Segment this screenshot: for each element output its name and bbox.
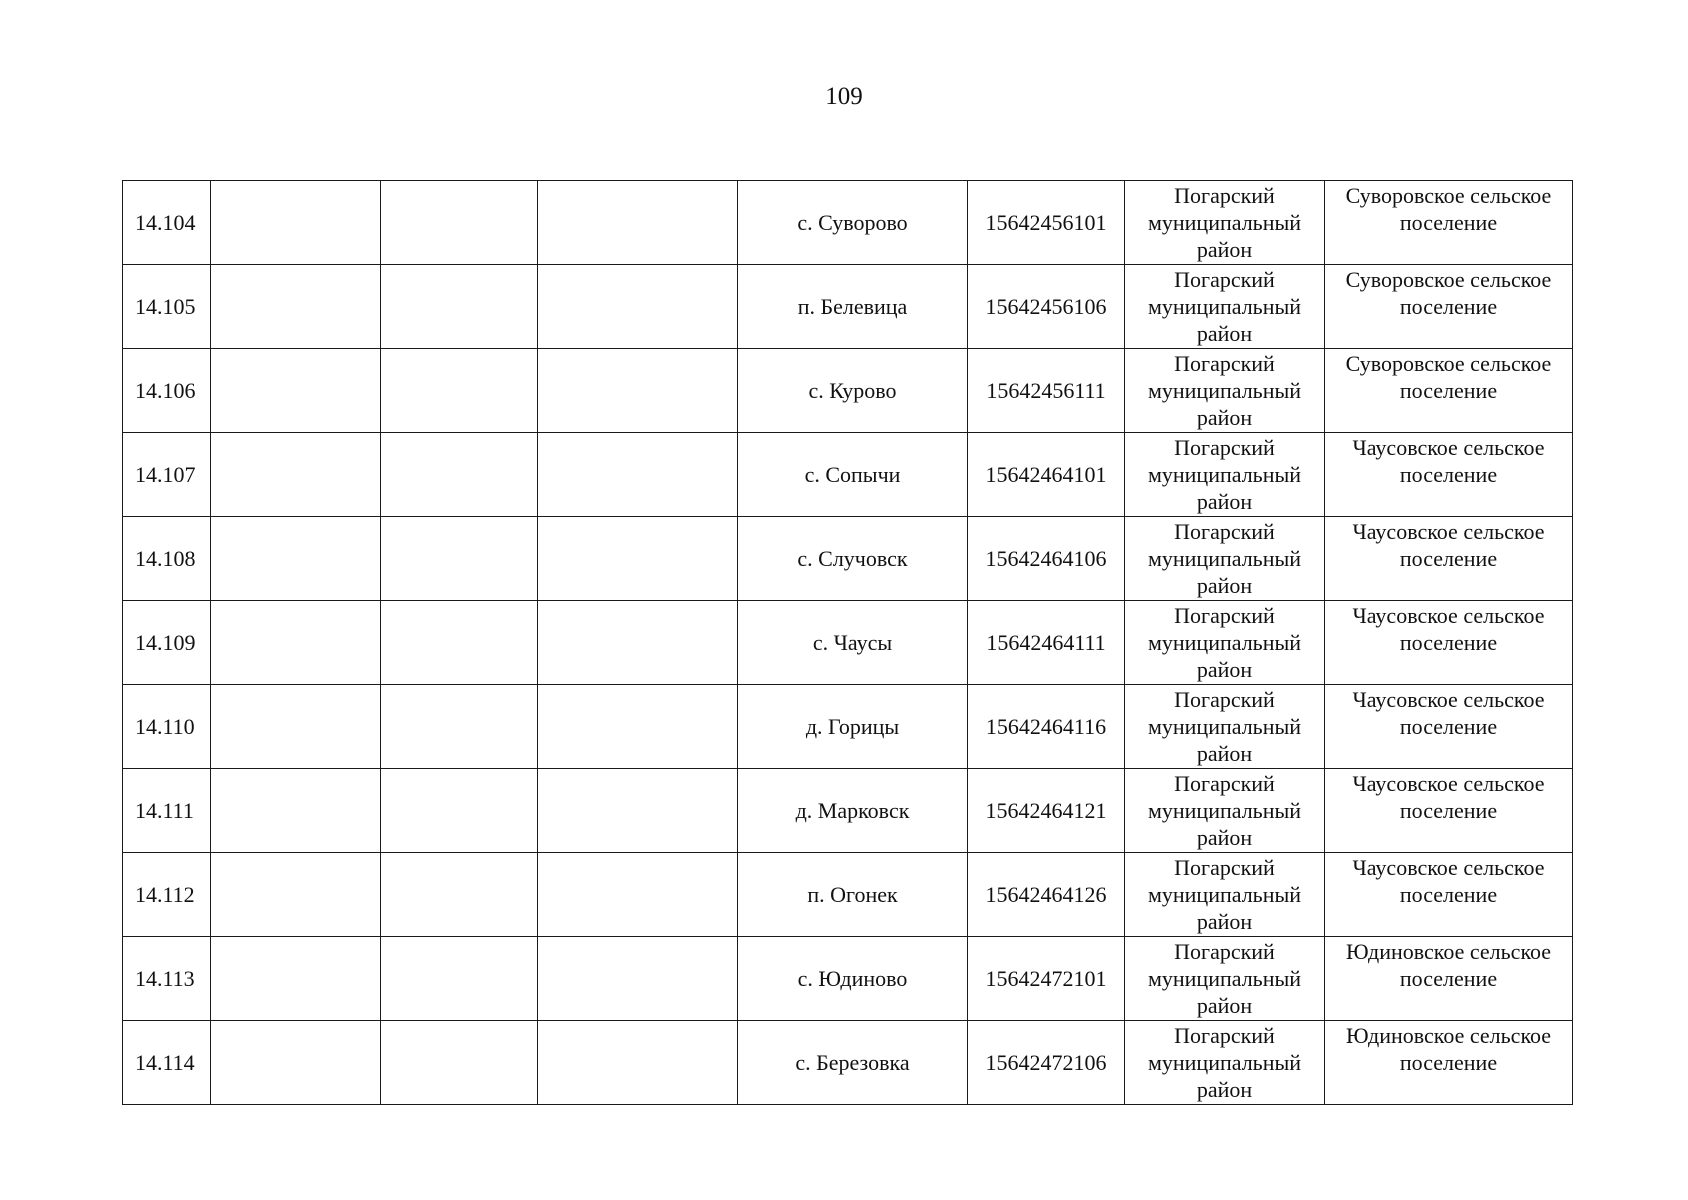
district-cell: Погарский муниципальный район xyxy=(1125,265,1325,349)
table-row xyxy=(123,181,1573,265)
oktmo-code-cell: 15642464116 xyxy=(968,685,1125,769)
district-cell: Погарский муниципальный район xyxy=(1125,433,1325,517)
table-row xyxy=(123,433,1573,517)
locality-cell: с. Юдиново xyxy=(738,937,968,1021)
table-row xyxy=(123,769,1573,853)
settlement-cell: Суворовское сельское поселение xyxy=(1325,265,1573,349)
empty-cell xyxy=(381,937,538,1021)
empty-cell xyxy=(211,1021,381,1105)
empty-cell xyxy=(211,937,381,1021)
empty-cell xyxy=(381,1021,538,1105)
settlement-cell: Чаусовское сельское поселение xyxy=(1325,685,1573,769)
empty-cell xyxy=(538,181,738,265)
row-number-cell: 14.112 xyxy=(123,853,211,937)
oktmo-code-cell: 15642456101 xyxy=(968,181,1125,265)
row-number-cell: 14.104 xyxy=(123,181,211,265)
table-row xyxy=(123,1021,1573,1105)
empty-cell xyxy=(211,349,381,433)
locality-cell: с. Березовка xyxy=(738,1021,968,1105)
table-row xyxy=(123,601,1573,685)
oktmo-code-cell: 15642464111 xyxy=(968,601,1125,685)
locality-cell: с. Сопычи xyxy=(738,433,968,517)
settlement-cell: Чаусовское сельское поселение xyxy=(1325,601,1573,685)
row-number-cell: 14.113 xyxy=(123,937,211,1021)
registry-table-body xyxy=(123,181,1573,1105)
empty-cell xyxy=(381,265,538,349)
district-cell: Погарский муниципальный район xyxy=(1125,937,1325,1021)
settlement-cell: Чаусовское сельское поселение xyxy=(1325,853,1573,937)
empty-cell xyxy=(211,181,381,265)
locality-cell: д. Горицы xyxy=(738,685,968,769)
locality-cell: д. Марковск xyxy=(738,769,968,853)
row-number-cell: 14.111 xyxy=(123,769,211,853)
empty-cell xyxy=(538,433,738,517)
empty-cell xyxy=(538,937,738,1021)
oktmo-code-cell: 15642464126 xyxy=(968,853,1125,937)
empty-cell xyxy=(381,181,538,265)
oktmo-code-cell: 15642464106 xyxy=(968,517,1125,601)
oktmo-code-cell: 15642472106 xyxy=(968,1021,1125,1105)
table-row xyxy=(123,517,1573,601)
empty-cell xyxy=(381,685,538,769)
row-number-cell: 14.108 xyxy=(123,517,211,601)
district-cell: Погарский муниципальный район xyxy=(1125,685,1325,769)
empty-cell xyxy=(211,433,381,517)
row-number-cell: 14.110 xyxy=(123,685,211,769)
oktmo-code-cell: 15642464101 xyxy=(968,433,1125,517)
oktmo-code-cell: 15642472101 xyxy=(968,937,1125,1021)
page-number: 109 xyxy=(825,83,863,110)
district-cell: Погарский муниципальный район xyxy=(1125,349,1325,433)
empty-cell xyxy=(538,601,738,685)
locality-cell: п. Огонек xyxy=(738,853,968,937)
district-cell: Погарский муниципальный район xyxy=(1125,1021,1325,1105)
settlement-cell: Юдиновское сельское поселение xyxy=(1325,1021,1573,1105)
locality-cell: с. Чаусы xyxy=(738,601,968,685)
row-number-cell: 14.109 xyxy=(123,601,211,685)
empty-cell xyxy=(538,265,738,349)
settlement-cell: Чаусовское сельское поселение xyxy=(1325,769,1573,853)
settlement-cell: Суворовское сельское поселение xyxy=(1325,349,1573,433)
empty-cell xyxy=(381,853,538,937)
empty-cell xyxy=(538,349,738,433)
row-number-cell: 14.107 xyxy=(123,433,211,517)
empty-cell xyxy=(538,769,738,853)
settlement-cell: Чаусовское сельское поселение xyxy=(1325,433,1573,517)
oktmo-code-cell: 15642464121 xyxy=(968,769,1125,853)
empty-cell xyxy=(381,517,538,601)
table-row xyxy=(123,349,1573,433)
settlement-cell: Суворовское сельское поселение xyxy=(1325,181,1573,265)
district-cell: Погарский муниципальный район xyxy=(1125,517,1325,601)
empty-cell xyxy=(381,349,538,433)
table-row xyxy=(123,685,1573,769)
row-number-cell: 14.105 xyxy=(123,265,211,349)
table-row xyxy=(123,937,1573,1021)
registry-table xyxy=(122,180,1573,1105)
locality-cell: с. Курово xyxy=(738,349,968,433)
settlement-cell: Чаусовское сельское поселение xyxy=(1325,517,1573,601)
district-cell: Погарский муниципальный район xyxy=(1125,181,1325,265)
table-row xyxy=(123,265,1573,349)
locality-cell: с. Суворово xyxy=(738,181,968,265)
empty-cell xyxy=(211,853,381,937)
empty-cell xyxy=(211,517,381,601)
empty-cell xyxy=(211,769,381,853)
district-cell: Погарский муниципальный район xyxy=(1125,601,1325,685)
empty-cell xyxy=(538,853,738,937)
empty-cell xyxy=(211,265,381,349)
district-cell: Погарский муниципальный район xyxy=(1125,853,1325,937)
empty-cell xyxy=(211,685,381,769)
row-number-cell: 14.114 xyxy=(123,1021,211,1105)
empty-cell xyxy=(538,685,738,769)
oktmo-code-cell: 15642456111 xyxy=(968,349,1125,433)
row-number-cell: 14.106 xyxy=(123,349,211,433)
oktmo-code-cell: 15642456106 xyxy=(968,265,1125,349)
table-row xyxy=(123,853,1573,937)
locality-cell: п. Белевица xyxy=(738,265,968,349)
empty-cell xyxy=(538,517,738,601)
empty-cell xyxy=(381,433,538,517)
empty-cell xyxy=(381,769,538,853)
district-cell: Погарский муниципальный район xyxy=(1125,769,1325,853)
settlement-cell: Юдиновское сельское поселение xyxy=(1325,937,1573,1021)
empty-cell xyxy=(211,601,381,685)
empty-cell xyxy=(381,601,538,685)
locality-cell: с. Случовск xyxy=(738,517,968,601)
empty-cell xyxy=(538,1021,738,1105)
